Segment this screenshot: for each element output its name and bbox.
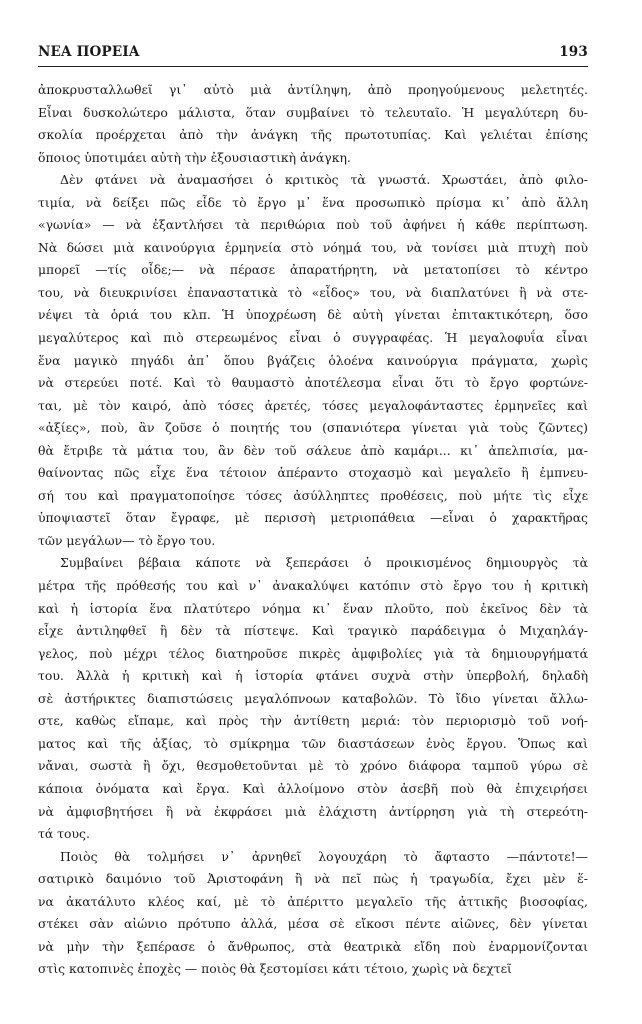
text-line: «ἀξίες», ποὺ, ἂν ζοῦσε ὁ ποιητής του (σπανιότερα γίνεται γιὰ τοὺς ζῶντες)	[38, 420, 588, 436]
text-line: Νὰ δώσει μιὰ καινούργια ἑρμηνεία στὸ νόημά του, νὰ τονίσει μιὰ πτυχὴ ποὺ	[38, 239, 588, 255]
text-line: τιμία, νὰ δείξει πῶς εἶδε τὸ ἔργο μ᾿ ἕνα προσωπικὸ πρίσμα κι᾿ ἀπὸ ἄλλη	[38, 194, 588, 210]
text-line: του, νὰ διευκρινίσει ἐπαναστατικὰ τὸ «εἶδος» του, νὰ διαπλατύνει ἢ νὰ στε-	[38, 284, 588, 300]
book-page	[38, 44, 588, 981]
text-line: νἄναι, σωστὰ ἢ ὄχι, θεσμοθετοῦνται μὲ τὸ χρόνο διάφορα ταμποῦ γύρω σὲ	[38, 758, 588, 774]
text-line: νέψει τὰ ὁριά του κλπ. Ἡ ὑποχρέωση δὲ αὐτὴ γίνεται ἐπιτακτικότερη, ὅσο	[38, 307, 588, 323]
paragraph	[38, 169, 588, 552]
text-line: Συμβαίνει βέβαια κάποτε νὰ ξεπεράσει ὁ προικισμένος δημιουργὸς τὰ	[60, 555, 588, 571]
text-line: θὰ ἔτριβε τὰ μάτια του, ἂν δὲν τοῦ σάλευε ἀπὸ καμάρι... κι᾿ ἀπελπισία, μα-	[38, 442, 588, 458]
text-line: ὑποψιαστεῖ ὅταν ἔγραφε, μὲ περισσὴ μετριοπάθεια —εἶναι ὁ χαρακτῆρας	[38, 510, 588, 526]
page-number: 193	[559, 44, 588, 60]
text-line: Εἶναι δυσκολώτερο μάλιστα, ὅταν συμβαίνει τὸ τελευταῖο. Ἡ μεγαλύτερη δυ-	[38, 104, 588, 120]
paragraph	[38, 846, 588, 981]
text-line: μπορεῖ —τίς οἶδε;— νὰ πέρασε ἀπαρατήρητη, νὰ μετατοπίσει τὸ κέντρο	[38, 262, 588, 278]
text-line: να ἀκατάλυτο κλέος καί, μὲ τὸ ἀπέριττο μεγαλεῖο τῆς ἀττικῆς βιοσοφίας,	[38, 893, 588, 909]
text-line: ματος καὶ τῆς ἀξίας, τὸ σμίκρημα τῶν διαστάσεων ἑνὸς ἔργου. Ὅπως καὶ	[38, 735, 588, 751]
text-line: στὶς κατοπινὲς ἐποχὲς — ποιὸς θὰ ξεστομίσει κάτι τέτοιο, χωρὶς νὰ δεχτεῖ	[38, 961, 512, 977]
text-line: μέτρα τῆς πρόθεσής του καὶ ν᾿ ἀνακαλύψει κατόπιν στὸ ἔργο του ἡ κριτικὴ	[38, 578, 588, 594]
text-line: νὰ ἀμφισβητήσει ἢ νὰ ἐκφράσει μιὰ ἐλάχιστη ἀντίρρηση γιὰ τὴ στερεότη-	[38, 803, 588, 819]
text-line: νὰ στερεύει ποτέ. Καὶ τὸ θαυμαστὸ ἀποτέλεσμα εἶναι ὅτι τὸ ἔργο φορτώνε-	[38, 375, 588, 391]
text-line: σατιρικὸ δαιμόνιο τοῦ Ἀριστοφάνη ἢ νὰ πεῖ πὼς ἡ τραγωδία, ἔχει μὲν ἕ-	[38, 871, 588, 887]
paragraph	[38, 552, 588, 845]
text-line: ἕνα μαγικὸ πηγάδι ἀπ᾿ ὅπου βγάζεις ὁλοένα καινούργια πράγματα, χωρὶς	[38, 352, 588, 368]
text-line: γελος, ποὺ μέχρι τέλος διατηροῦσε πικρὲς ἀμφιβολίες γιὰ τὰ δημιουργήματά	[38, 645, 588, 661]
text-line: εἶχε ἀντιληφθεῖ ἢ δὲν τὰ πίστεψε. Καὶ τραγικὸ παράδειγμα ὁ Μιχαηλάγ-	[38, 623, 588, 639]
body-text	[38, 79, 588, 981]
running-header	[38, 44, 588, 64]
text-line: στε, καθὼς εἴπαμε, καὶ πρὸς τὴν ἀντίθετη μεριά: τὸν περιορισμὸ τοῦ νοή-	[38, 713, 588, 729]
text-line: Ποιὸς θὰ τολμήσει ν᾿ ἀρνηθεῖ λογουχάρη τὸ ἄφταστο —πάντοτε!—	[60, 848, 588, 864]
text-line: σή του καὶ πραγματοποίησε τόσες ἀσύλληπτες προθέσεις, ποὺ μήτε τὶς εἶχε	[38, 487, 588, 503]
text-line: ὅποιος ὑποτιμάει αὐτὴ τὴν ἐξουσιαστικὴ ἀνάγκη.	[38, 149, 351, 165]
text-line: σκολία προέρχεται ἀπὸ τὴν ἀνάγκη τῆς πρωτοτυπίας. Καὶ γελιέται ἐπίσης	[38, 127, 588, 143]
text-line: μεγαλύτερος καὶ πιὸ στερεωμένος εἶναι ὁ συγγραφέας. Ἡ μεγαλοφυΐα εἶναι	[38, 330, 588, 346]
text-line: τῶν μεγάλων— τὸ ἔργο του.	[38, 532, 216, 548]
text-line: ται, μὲ τὸν καιρό, ἀπὸ τόσες ἀρετές, τόσες μεγαλοφάνταστες ἑρμηνεῖες καὶ	[38, 397, 588, 413]
text-line: θαίνοντας πῶς εἶχε ἕνα τέτοιον ἀπέραντο στοχασμὸ καὶ μεγαλεῖο ἢ ἐμπνευ-	[38, 465, 588, 481]
text-line: στέκει σὰν αἰώνιο πρότυπο ἀλλά, μέσα σὲ εἴκοσι πέντε αἰῶνες, δὲν γίνεται	[38, 916, 588, 932]
paragraph	[38, 79, 588, 169]
running-title: ΝΕΑ ΠΟΡΕΙΑ	[38, 44, 140, 60]
text-line: του. Ἀλλὰ ἡ κριτικὴ καὶ ἡ ἱστορία φτάνει συχνὰ στὴν ὑπερβολή, δηλαδὴ	[38, 668, 588, 684]
text-line: «γωνία» — νὰ ἐξαντλήσει τὰ περιθώρια ποὺ τοῦ ἀφήνει ἡ κάθε περίπτωση.	[38, 217, 588, 233]
text-line: Δὲν φτάνει νὰ ἀναμασήσει ὁ κριτικὸς τὰ γνωστά. Χρωστάει, ἀπὸ φιλο-	[60, 172, 588, 188]
text-line: κάποια ὀνόματα καὶ ἔργα. Καὶ ἀλλοίμονο στὸν ἀσεβῆ ποὺ θὰ ἐπιχειρήσει	[38, 780, 588, 796]
text-line: καὶ ἡ ἱστορία ἕνα πλατύτερο νόημα κι᾿ ἕναν πλοῦτο, ποὺ ἐκεῖνος δὲν τὰ	[38, 600, 588, 616]
text-line: σὲ ἀστήρικτες διαπιστώσεις μεγαλόπνοων καταβολῶν. Τὸ ἴδιο γίνεται ἄλλω-	[38, 690, 588, 706]
text-line: τά τους.	[38, 826, 90, 842]
text-line: ἀποκρυσταλλωθεῖ γι᾿ αὐτὸ μιὰ ἀντίληψη, ἀπὸ προηγούμενους μελετητές.	[38, 82, 588, 97]
text-line: νὰ μὴν τὴν ξεπέρασε ὁ ἄνθρωπος, στὰ θεατρικὰ εἴδη ποὺ ἐναρμονίζονται	[38, 938, 588, 954]
header-rule	[38, 66, 588, 67]
